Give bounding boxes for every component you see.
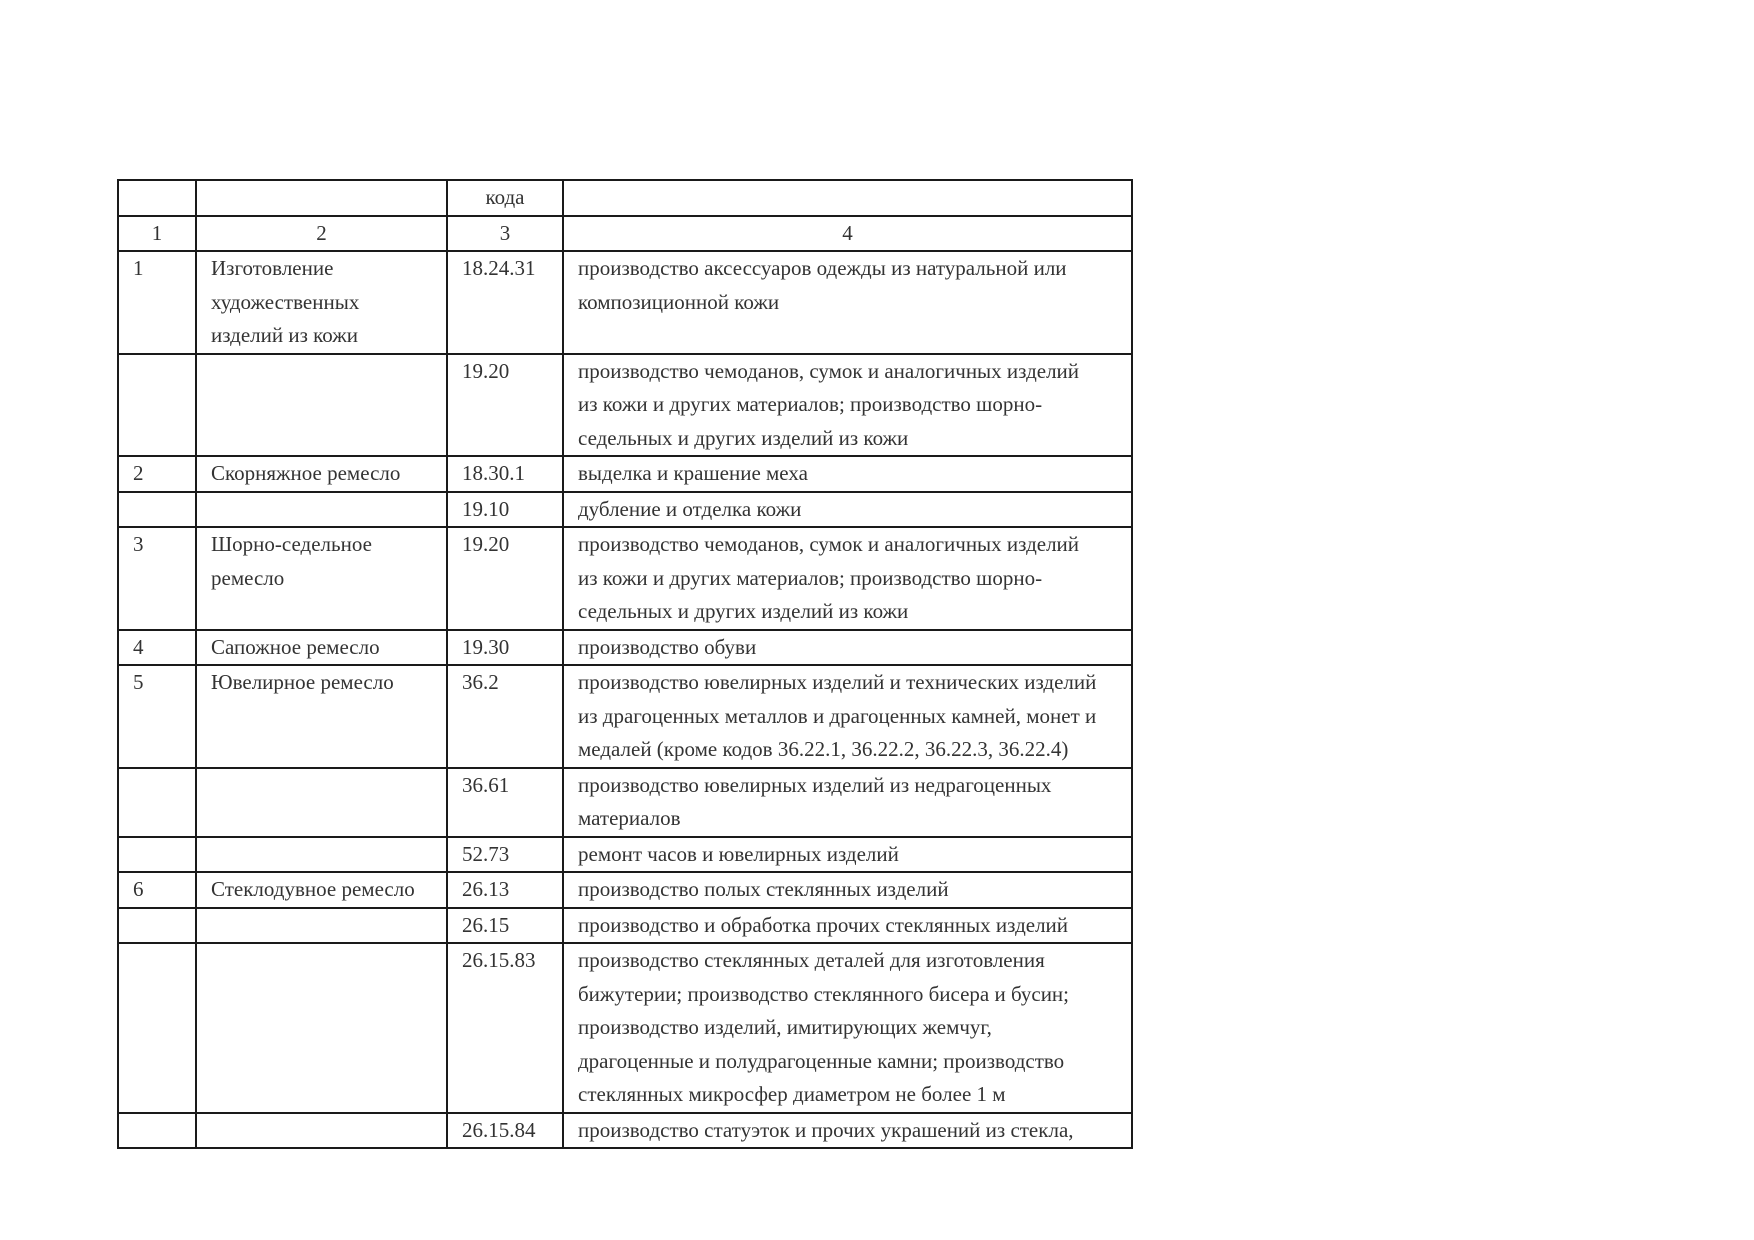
okved-code: 26.15 (462, 912, 510, 937)
craft-name-cell (196, 837, 447, 873)
row-number-cell (118, 456, 196, 492)
table-row (118, 1113, 1132, 1149)
table-row (118, 456, 1132, 492)
craft-name-cell (196, 1113, 447, 1149)
okved-code: 26.15.83 (462, 948, 536, 972)
craft-name-cell (196, 630, 447, 666)
activity-description-line: производство изделий, имитирующих жемчуг, (578, 1015, 992, 1039)
row-number-cell (118, 908, 196, 944)
okved-code: 18.24.31 (462, 256, 536, 280)
craft-name-line: Шорно-седельное (211, 532, 372, 556)
okved-code-cell (447, 527, 563, 630)
activity-description-cell (563, 354, 1132, 457)
activity-description-line: седельных и других изделий из кожи (578, 599, 909, 623)
okved-code-cell (447, 665, 563, 768)
table-row (118, 908, 1132, 944)
craft-name-cell (196, 354, 447, 457)
row-number-cell (118, 768, 196, 837)
okved-code-cell (447, 908, 563, 944)
craft-name-cell (196, 665, 447, 768)
craft-name-cell (196, 251, 447, 354)
craft-name-cell (196, 908, 447, 944)
okved-code: 19.20 (462, 358, 510, 383)
row-number: 4 (133, 634, 144, 659)
craft-name-line: Изготовление (211, 256, 334, 280)
okved-code-cell (447, 630, 563, 666)
okved-code: 26.13 (462, 877, 510, 901)
activity-description-line: производство стеклянных деталей для изготовления (578, 948, 1045, 972)
activity-description-line: ремонт часов и ювелирных изделий (578, 841, 899, 866)
header-cell (118, 180, 196, 216)
activity-description-cell (563, 665, 1132, 768)
activity-description-cell (563, 630, 1132, 666)
okved-code-cell (447, 943, 563, 1113)
okved-code-cell (447, 354, 563, 457)
activity-description-line: из кожи и других материалов; производство шорно- (578, 392, 1043, 416)
row-number-cell (118, 943, 196, 1113)
activity-description-line: производство и обработка прочих стеклянных изделий (578, 912, 1069, 937)
table-row (118, 251, 1132, 354)
craft-name-line: Скорняжное ремесло (211, 461, 401, 485)
table-row (118, 665, 1132, 768)
okved-code-cell (447, 1113, 563, 1149)
okved-code-cell (447, 251, 563, 354)
craft-name-cell (196, 872, 447, 908)
activity-description-cell (563, 837, 1132, 873)
craft-name-cell (196, 456, 447, 492)
activity-description-line: производство статуэток и прочих украшений из стекла, (578, 1117, 1074, 1142)
activity-description-line: бижутерии; производство стеклянного бисера и бусин; (578, 981, 1070, 1006)
activity-description-line: производство ювелирных изделий и технических изделий (578, 670, 1097, 694)
craft-name-line: Ювелирное ремесло (211, 670, 394, 694)
row-number-cell (118, 872, 196, 908)
row-number-cell (118, 665, 196, 768)
okved-code: 36.2 (462, 670, 499, 694)
row-number-cell (118, 1113, 196, 1149)
activity-description-line: производство чемоданов, сумок и аналогичных изделий (578, 532, 1080, 556)
activity-description-cell (563, 908, 1132, 944)
table-row (118, 492, 1132, 528)
okved-code: 18.30.1 (462, 461, 525, 485)
table-row (118, 768, 1132, 837)
craft-name-line: Стеклодувное ремесло (211, 877, 415, 901)
activity-description-line: производство чемоданов, сумок и аналогичных изделий (578, 358, 1080, 383)
table-row (118, 872, 1132, 908)
okved-code-cell (447, 456, 563, 492)
activity-description-cell (563, 492, 1132, 528)
okved-code: 36.61 (462, 772, 510, 797)
okved-code: 19.10 (462, 496, 510, 521)
craft-name-cell (196, 768, 447, 837)
row-number: 2 (133, 461, 144, 485)
okved-code: 26.15.84 (462, 1117, 536, 1142)
okved-code-cell (447, 768, 563, 837)
activity-description-line: производство аксессуаров одежды из натуральной или (578, 256, 1067, 280)
activity-description-line: из драгоценных металлов и драгоценных камней, монет и (578, 703, 1097, 728)
craft-name-line: художественных (211, 289, 360, 314)
row-number-cell (118, 527, 196, 630)
row-number-cell (118, 492, 196, 528)
table-row (118, 630, 1132, 666)
header-cell-code: кода (447, 180, 563, 216)
okved-code-cell (447, 872, 563, 908)
activity-description-cell (563, 943, 1132, 1113)
header-row-numbers (118, 216, 1132, 252)
header-cell (196, 180, 447, 216)
okved-code: 19.20 (462, 532, 510, 556)
okved-code-cell (447, 492, 563, 528)
activity-description-line: медалей (кроме кодов 36.22.1, 36.22.2, 36.22.3, 36.22.4) (578, 737, 1069, 761)
activity-description-line: производство ювелирных изделий из недрагоценных (578, 772, 1052, 797)
row-number-cell (118, 630, 196, 666)
row-number: 5 (133, 670, 144, 694)
activity-description-line: стеклянных микросфер диаметром не более 1 м (578, 1082, 1006, 1106)
row-number-cell (118, 354, 196, 457)
craft-name-cell (196, 943, 447, 1113)
craft-name-line: Сапожное ремесло (211, 634, 380, 659)
header-cell (563, 180, 1132, 216)
table-row (118, 837, 1132, 873)
activity-description-cell (563, 527, 1132, 630)
activity-description-line: производство полых стеклянных изделий (578, 877, 949, 901)
table-row (118, 354, 1132, 457)
row-number: 3 (133, 532, 144, 556)
column-number-3: 3 (447, 216, 563, 252)
table-row (118, 943, 1132, 1113)
activity-description-line: из кожи и других материалов; производство шорно- (578, 565, 1043, 590)
activity-description-cell (563, 456, 1132, 492)
activity-description-line: драгоценные и полудрагоценные камни; производство (578, 1048, 1065, 1073)
activity-description-cell (563, 768, 1132, 837)
row-number-cell (118, 837, 196, 873)
activity-description-cell (563, 251, 1132, 354)
activity-description-line: седельных и других изделий из кожи (578, 425, 909, 450)
column-number-1: 1 (118, 216, 196, 252)
activity-description-cell (563, 872, 1132, 908)
table-row (118, 527, 1132, 630)
row-number: 1 (133, 256, 144, 280)
okved-code: 19.30 (462, 634, 510, 659)
column-number-2: 2 (196, 216, 447, 252)
craft-name-cell (196, 492, 447, 528)
row-number: 6 (133, 877, 144, 901)
column-number-4: 4 (563, 216, 1132, 252)
craft-name-line: изделий из кожи (211, 323, 359, 347)
row-number-cell (118, 251, 196, 354)
activity-description-line: производство обуви (578, 634, 757, 659)
activity-description-line: выделка и крашение меха (578, 461, 808, 485)
okved-code: 52.73 (462, 841, 510, 866)
header-row-top (118, 180, 1132, 216)
craft-name-cell (196, 527, 447, 630)
activity-description-line: дубление и отделка кожи (578, 496, 802, 521)
activity-description-line: композиционной кожи (578, 289, 780, 314)
activity-description-line: материалов (578, 806, 681, 830)
okved-code-cell (447, 837, 563, 873)
crafts-okved-table (117, 179, 1133, 1149)
craft-name-line: ремесло (211, 565, 285, 590)
activity-description-cell (563, 1113, 1132, 1149)
